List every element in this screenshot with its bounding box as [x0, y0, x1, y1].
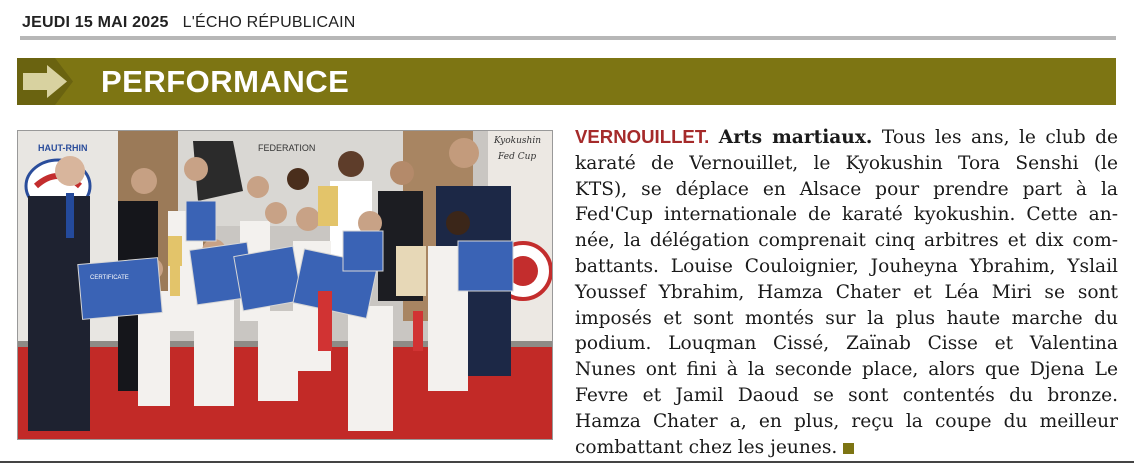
masthead-date: JEUDI 15 MAI 2025: [22, 14, 169, 31]
article-line: KTS), se déplace en Alsace pour prendre part à la: [575, 178, 1118, 200]
article-photo: [17, 130, 553, 440]
article-line: Nunes ont fini à la seconde place, alors que Djena Le: [575, 359, 1118, 381]
masthead: [22, 14, 356, 32]
page-bottom-rule: [0, 461, 1134, 463]
article-line: Youssef Ybrahim, Hamza Chater et Léa Miri se sont: [575, 281, 1118, 303]
banner-kyokushin-text: Kyokushin: [494, 136, 541, 146]
article-topic: Arts martiaux.: [718, 127, 873, 148]
masthead-rule: [20, 36, 1116, 40]
banner-haut-rhin-text: HAUT-RHIN: [38, 143, 88, 153]
article-line: Hamza Chater a, en plus, reçu la coupe du meilleur: [575, 410, 1118, 432]
article-line: Fed'Cup internationale de karaté kyokushin. Cette an-: [575, 204, 1118, 226]
article-body: [575, 124, 1118, 460]
article-line: Tous les ans, le club de: [881, 127, 1118, 148]
end-of-article-square-icon: [843, 443, 854, 454]
chevron-right-icon: [17, 58, 87, 105]
article-line: karaté de Vernouillet, le Kyokushin Tora Senshi (le: [575, 152, 1118, 174]
section-title: PERFORMANCE: [101, 64, 350, 99]
article-line: combattant chez les jeunes.: [575, 436, 838, 458]
article-line: podium. Louqman Cissé, Zaïnab Cisse et Valentina: [575, 333, 1118, 355]
masthead-paper-name: L'ÉCHO RÉPUBLICAIN: [182, 14, 356, 31]
section-banner: [17, 58, 1116, 105]
article-line: imposés et sont montés sur la plus haute marche du: [575, 307, 1118, 329]
article-line: née, la délégation comprenait cinq arbitres et dix com-: [575, 230, 1118, 252]
banner-fedcup-text: Fed Cup: [498, 152, 537, 162]
certificate-text: CERTIFICATE: [90, 275, 129, 281]
article-line: Fevre et Jamil Daoud se sont contentés du bronze.: [575, 384, 1118, 406]
article-dateline-town: VERNOUILLET.: [575, 126, 710, 147]
article-line: battants. Louise Couloignier, Jouheyna Ybrahim, Yslail: [575, 255, 1118, 277]
banner-federation-text: FEDERATION: [258, 143, 316, 153]
